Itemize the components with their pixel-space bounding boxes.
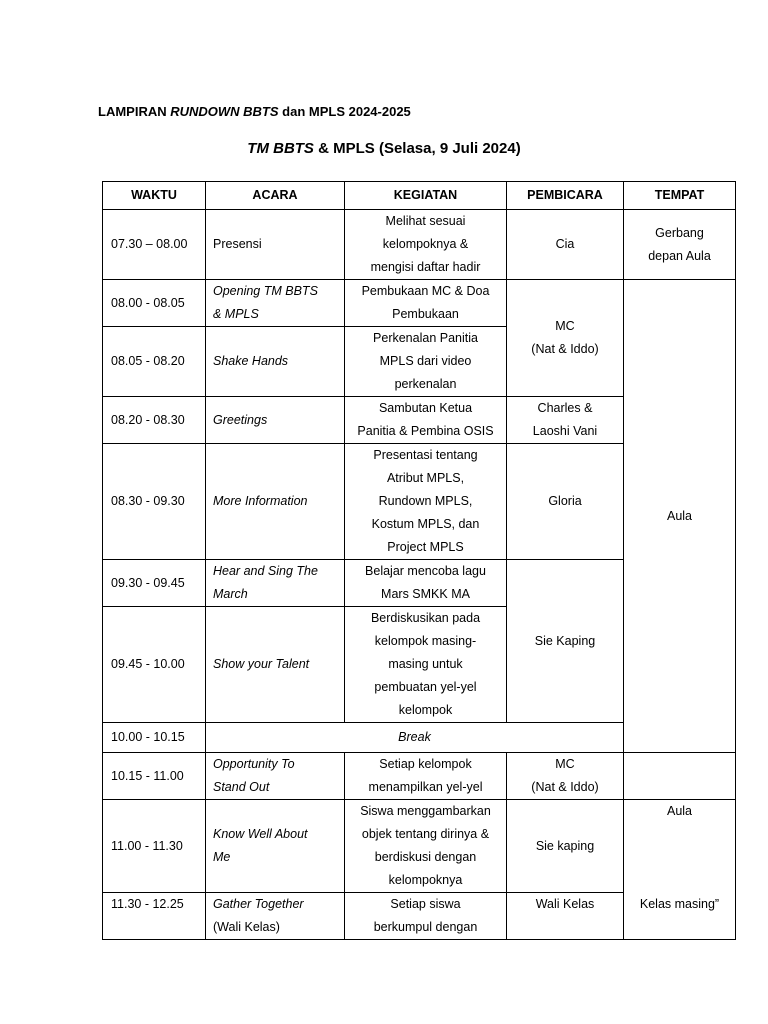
kegiatan-line: perkenalan	[394, 377, 457, 391]
header-prefix: LAMPIRAN	[98, 104, 171, 119]
kegiatan-line: Pembukaan	[392, 307, 459, 321]
cell-pembicara: Sie Kaping	[507, 560, 624, 723]
column-header-waktu: WAKTU	[103, 182, 206, 210]
kegiatan-line: mengisi daftar hadir	[370, 260, 481, 274]
column-header-tempat: TEMPAT	[624, 182, 736, 210]
kegiatan-line: Perkenalan Panitia	[373, 331, 478, 345]
cell-waktu: 10.15 - 11.00	[103, 753, 206, 800]
kegiatan-line: Project MPLS	[387, 540, 464, 554]
kegiatan-line: Atribut MPLS,	[386, 471, 465, 485]
table-header-row	[103, 182, 736, 210]
kegiatan-line: Setiap siswa	[390, 897, 461, 911]
pembicara-line: MC	[555, 319, 575, 333]
tempat-line: depan Aula	[648, 248, 711, 263]
kegiatan-line: objek tentang dirinya &	[361, 827, 490, 841]
cell-pembicara	[507, 753, 624, 800]
cell-tempat: Kelas masing”	[624, 893, 736, 940]
cell-acara	[206, 893, 345, 940]
title-italic: TM BBTS	[247, 140, 314, 157]
cell-tempat	[624, 210, 736, 280]
kegiatan-line: Mars SMKK MA	[381, 587, 470, 601]
cell-kegiatan	[345, 210, 507, 280]
cell-pembicara: Sie kaping	[507, 800, 624, 893]
title-rest: & MPLS (Selasa, 9 Juli 2024)	[313, 140, 521, 157]
pembicara-line: Charles &	[537, 401, 593, 415]
kegiatan-line: Sambutan Ketua	[378, 401, 473, 415]
kegiatan-line: Kostum MPLS, dan	[371, 517, 480, 531]
kegiatan-line: Presentasi tentang	[373, 448, 478, 462]
kegiatan-line: Pembukaan MC & Doa	[361, 284, 490, 298]
cell-kegiatan	[345, 327, 507, 397]
cell-tempat	[624, 753, 736, 800]
cell-acara: Show your Talent	[206, 607, 345, 723]
cell-kegiatan	[345, 560, 507, 607]
cell-waktu: 11.00 - 11.30	[103, 800, 206, 893]
table-row	[103, 800, 736, 893]
column-header-pembicara: PEMBICARA	[507, 182, 624, 210]
table-row	[103, 893, 736, 940]
cell-break: Break	[206, 723, 624, 753]
kegiatan-line: Melihat sesuai	[385, 214, 466, 228]
acara-line: Gather Together	[213, 897, 304, 911]
kegiatan-line: kelompoknya &	[382, 237, 469, 251]
cell-kegiatan	[345, 753, 507, 800]
header-suffix: dan MPLS 2024-2025	[278, 104, 411, 119]
table-row	[103, 753, 736, 800]
cell-waktu: 09.45 - 10.00	[103, 607, 206, 723]
header-italic: RUNDOWN BBTS	[170, 104, 279, 119]
cell-pembicara: Wali Kelas	[507, 893, 624, 940]
table-row	[103, 210, 736, 280]
cell-kegiatan	[345, 893, 507, 940]
cell-kegiatan	[345, 280, 507, 327]
cell-acara	[206, 753, 345, 800]
cell-waktu: 08.05 - 08.20	[103, 327, 206, 397]
tempat-line: Gerbang	[655, 225, 704, 240]
pembicara-line: MC	[555, 757, 575, 771]
cell-tempat: Aula	[624, 800, 736, 893]
acara-line: Opportunity To	[213, 757, 295, 771]
pembicara-line: Laoshi Vani	[532, 424, 598, 438]
pembicara-line: (Nat & Iddo)	[531, 780, 599, 794]
cell-waktu: 08.00 - 08.05	[103, 280, 206, 327]
acara-line: & MPLS	[213, 307, 259, 321]
cell-kegiatan	[345, 800, 507, 893]
cell-pembicara	[507, 280, 624, 397]
table-row	[103, 280, 736, 327]
kegiatan-line: menampilkan yel-yel	[368, 780, 483, 794]
acara-line: Hear and Sing The	[213, 564, 318, 578]
kegiatan-line: Belajar mencoba lagu	[365, 564, 486, 578]
cell-acara: Greetings	[206, 397, 345, 444]
acara-line: Opening TM BBTS	[213, 284, 318, 298]
kegiatan-line: berkumpul dengan	[373, 920, 478, 934]
cell-tempat: Aula	[624, 280, 736, 753]
kegiatan-line: berdiskusi dengan	[374, 850, 477, 864]
cell-waktu: 08.20 - 08.30	[103, 397, 206, 444]
cell-pembicara	[507, 397, 624, 444]
acara-line: March	[213, 587, 248, 601]
pembicara-line: (Nat & Iddo)	[531, 342, 599, 356]
acara-line: Me	[213, 850, 231, 864]
cell-waktu: 11.30 - 12.25	[103, 893, 206, 940]
acara-line: Know Well About	[213, 827, 308, 841]
kegiatan-line: pembuatan yel-yel	[374, 680, 477, 694]
cell-pembicara: Cia	[507, 210, 624, 280]
cell-acara: Shake Hands	[206, 327, 345, 397]
kegiatan-line: Rundown MPLS,	[378, 494, 473, 508]
cell-kegiatan	[345, 444, 507, 560]
cell-pembicara: Gloria	[507, 444, 624, 560]
cell-acara: Presensi	[206, 210, 345, 280]
kegiatan-line: kelompoknya	[388, 873, 463, 887]
cell-acara	[206, 560, 345, 607]
cell-kegiatan	[345, 397, 507, 444]
cell-acara: More Information	[206, 444, 345, 560]
cell-waktu: 10.00 - 10.15	[103, 723, 206, 753]
column-header-kegiatan: KEGIATAN	[345, 182, 507, 210]
rundown-table	[102, 181, 736, 940]
kegiatan-line: Berdiskusikan pada	[370, 611, 481, 625]
cell-waktu: 07.30 – 08.00	[103, 210, 206, 280]
acara-line: (Wali Kelas)	[213, 920, 280, 934]
kegiatan-line: masing untuk	[388, 657, 463, 671]
kegiatan-line: Panitia & Pembina OSIS	[357, 424, 494, 438]
document-header	[98, 104, 411, 119]
kegiatan-line: Setiap kelompok	[379, 757, 472, 771]
document-title	[0, 140, 768, 157]
acara-line: Stand Out	[213, 780, 270, 794]
cell-kegiatan	[345, 607, 507, 723]
kegiatan-line: kelompok	[398, 703, 453, 717]
column-header-acara: ACARA	[206, 182, 345, 210]
cell-waktu: 09.30 - 09.45	[103, 560, 206, 607]
cell-acara	[206, 800, 345, 893]
kegiatan-line: kelompok masing-	[374, 634, 477, 648]
cell-acara	[206, 280, 345, 327]
kegiatan-line: Siswa menggambarkan	[360, 804, 491, 818]
cell-waktu: 08.30 - 09.30	[103, 444, 206, 560]
kegiatan-line: MPLS dari video	[379, 354, 472, 368]
